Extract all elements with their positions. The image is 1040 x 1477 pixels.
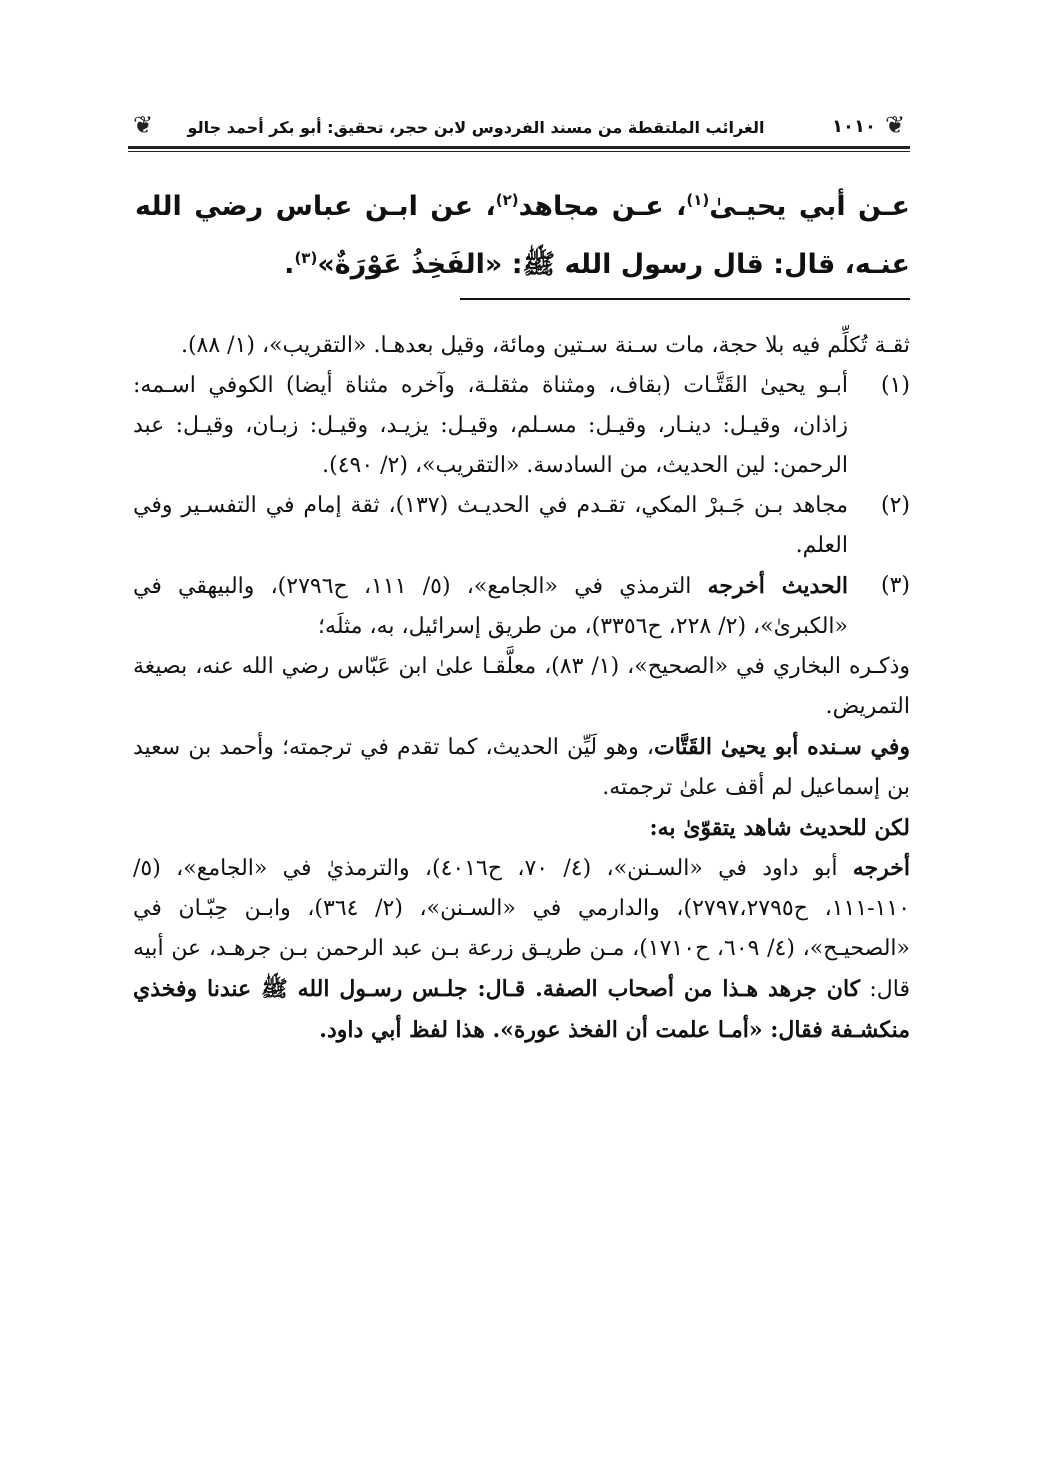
footnote-number: (١) <box>880 373 910 398</box>
floral-ornament-icon: ❦ <box>132 111 154 139</box>
footnote-subheading: لكن للحديث شاهد يتقوّىٰ به: <box>649 815 910 841</box>
header-rule <box>128 146 910 152</box>
page-header <box>128 106 910 152</box>
footnote-paragraph: أخرجه أبو داود في «السـنن»، (٤/ ٧٠، ح٤٠١٦)، والترمذيٰ في «الجامع»، (٥/ ١١٠-١١١، ح٢٧٩٧،٢٧٩٥)، والدارمي في «السـنن»، (٢/ ٣٦٤)، وابـن حِبّـان في «الصحيـح»، (٤/ ٦٠٩، ح١٧١٠)، مـن طريـق زرعة بـن عبد الرحمن بـن جرهـد، عن أبيه قال: كان جرهد هـذا من أصحاب الصفة. قـال: جلـس رسـول الله ﷺ عندنا وفخذي منكشـفة فقال: «أمـا علمت أن الفخذ عورة». هذا لفظ أبي داود. <box>133 855 911 1043</box>
footnote-3 <box>133 566 910 647</box>
floral-ornament-icon: ❦ <box>884 111 906 139</box>
footnote-ref-3[interactable]: (٣) <box>294 249 318 267</box>
footnotes-section <box>133 326 910 1051</box>
footnote-text: مجاهد بـن جَـبرْ المكي، تقـدم في الحديـث (١٣٧)، ثقة إمام في التفسـير وفي العلم. <box>133 493 848 558</box>
footnote-separator <box>460 298 910 300</box>
running-title: الغرائب الملتقطة من مسند الفردوس لابن حجر، تحقيق: أبو بكر أحمد جالو <box>187 118 765 137</box>
footnote-2 <box>133 486 910 566</box>
footnote-number: (٢) <box>880 493 910 518</box>
hadith-main-text <box>135 178 910 294</box>
footnote-number: (٣) <box>880 573 910 598</box>
page-number: ١٠١٠ <box>832 116 876 137</box>
footnote-text: الحديث أخرجه الترمذي في «الجامع»، (٥/ ١١١، ح٢٧٩٦)، والبيهقي في «الكبرىٰ»، (٢/ ٢٢٨، ح٣٣٥٦)، من طريق إسرائيل، به، مثلَه؛ <box>133 573 849 639</box>
main-paragraph: عـن أبي يحيـىٰ$^{(١)}$، عـن مجاهد$^{(٢)}$، عن ابـن عباس رضي الله عنـه، قال: قال رسول الله ﷺ: «الفَخِذُ عَوْرَةٌ»$^{(٣)}$. <box>135 191 910 280</box>
footnote-continuation: ثقـة تُكلِّم فيه بلا حجة، مات سـنة سـتين ومائة، وقيل بعدهـا. «التقريب»، (١/ ٨٨). <box>180 333 910 358</box>
footnote-paragraph: وذكـره البخاري في «الصحيح»، (١/ ٨٣)، معلَّقـا علىٰ ابن عَبّاس رضي الله عنه، بصيغة التمريض. <box>133 654 910 719</box>
footnote-1 <box>133 366 910 486</box>
footnote-ref-2[interactable]: (٢) <box>495 191 519 209</box>
footnote-text: أبـو يحيىٰ القَتَّـات (بقاف، ومثناة مثقلـة، وآخره مثناة أيضا) الكوفي اسـمه: زاذان، وقيـل: دينـار، وقيـل: مسـلم، وقيـل: يزيـد، وقيـل: زبـان، وقيـل: عبد الرحمن: لين الحديث، من السادسة. «التقريب»، (٢/ ٤٩٠). <box>133 373 848 478</box>
footnote-paragraph: وفي سـنده أبو يحيىٰ القَتَّات، وهو لَيِّن الحديث، كما تقدم في ترجمته؛ وأحمد بن سعيد بن إسماعيل لم أقف علىٰ ترجمته. <box>133 734 910 800</box>
footnote-ref-1[interactable]: (١) <box>686 191 710 209</box>
